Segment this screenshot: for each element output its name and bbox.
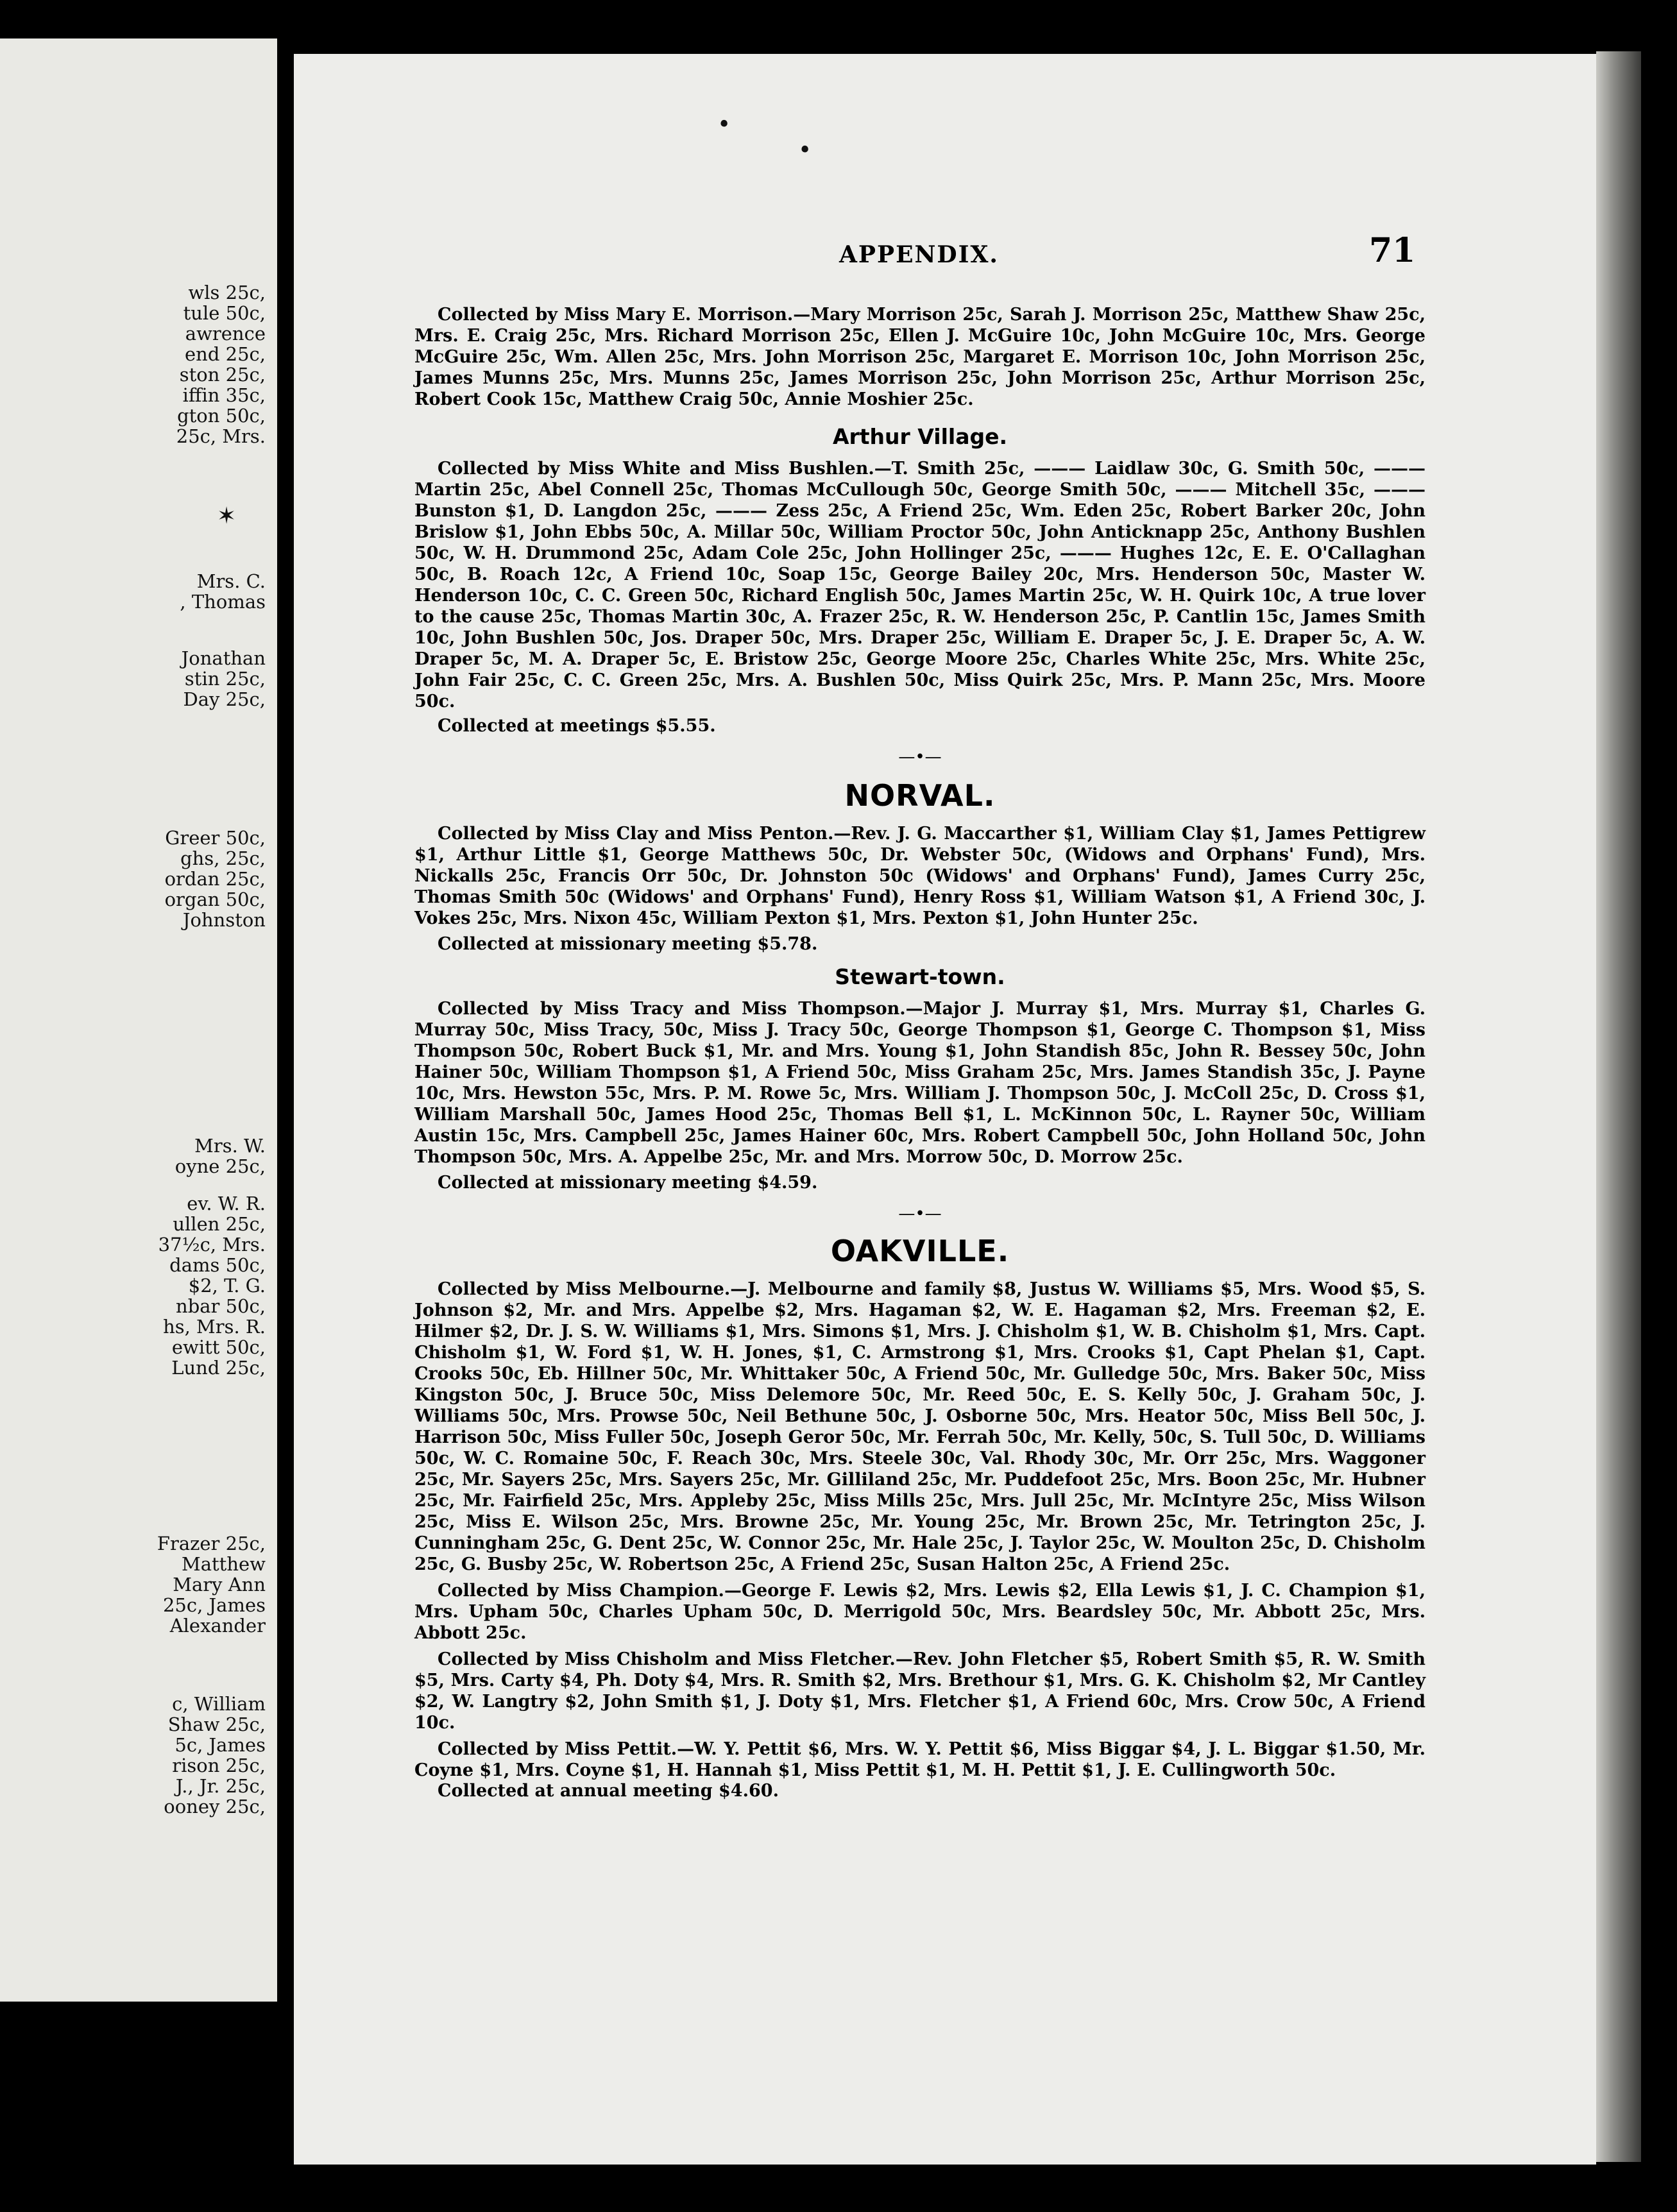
left-page-text-fragment: ordan 25c, xyxy=(164,868,266,890)
morrison-list: Collected by Miss Mary E. Morrison.—Mary Morrison 25c, Sarah J. Morrison 25c, Matthew Shaw 25c, Mrs. E. Craig 25c, Mrs. Richard Morrison 25c, Ellen J. McGuire 10c, John McGuire 10c, Mrs. George McGuire 25c, Wm. Allen 25c, Mrs. John Morrison 25c, Margaret E. Morrison 10c, John Morrison 25c, James Munns 25c, Mrs. Munns 25c, James Morrison 25c, John Morrison 25c, Arthur Morrison 25c, Robert Cook 15c, Matthew Craig 50c, Annie Moshier 25c. xyxy=(414,305,1426,409)
left-page-text-fragment: ullen 25c, xyxy=(173,1213,266,1235)
binding-mark-icon: ✶ xyxy=(217,503,237,529)
norval-list: Collected by Miss Clay and Miss Penton.—Rev. J. G. Maccarther $1, William Clay $1, James Pettigrew $1, Arthur Little $1, George Matthews 50c, Dr. Webster 50c, (Widows and Orphans' Fund), Mrs. Nickalls 25c, Francis Orr 50c, Dr. Johnston 50c (Widows' and Orphans' Fund), James Curry 25c, Thomas Smith 50c (Widows' and Orphans' Fund), Henry Ross $1, William Watson $1, A Friend 30c, J. Vokes 25c, Mrs. Nixon 45c, William Pexton $1, Mrs. Pexton $1, John Hunter 25c. xyxy=(414,824,1426,928)
left-page-text-fragment: 37½c, Mrs. xyxy=(158,1234,266,1255)
left-page-text-fragment: ghs, 25c, xyxy=(180,847,266,869)
left-page-text-fragment: Alexander xyxy=(169,1615,266,1637)
left-page-text-fragment: Matthew xyxy=(182,1553,266,1575)
left-page-text-fragment: Greer 50c, xyxy=(165,827,266,849)
page-edge xyxy=(1596,51,1641,2162)
left-page-text-fragment: Mary Ann xyxy=(173,1574,266,1595)
left-page-text-fragment: dams 50c, xyxy=(169,1254,266,1276)
arthur-meetings-total: Collected at meetings $5.55. xyxy=(438,716,716,736)
section-heading-stewart-town: Stewart-town. xyxy=(835,964,1005,989)
left-page-text-fragment: Frazer 25c, xyxy=(157,1533,266,1554)
section-heading-oakville: OAKVILLE. xyxy=(830,1234,1010,1268)
left-page-text-fragment: awrence xyxy=(185,323,266,345)
left-page-text-fragment: stin 25c, xyxy=(184,668,266,690)
left-page-text-fragment: end 25c, xyxy=(185,343,266,365)
norval-meeting-total: Collected at missionary meeting $5.78. xyxy=(438,934,818,954)
page-number: 71 xyxy=(1369,231,1416,270)
left-page-text-fragment: Jonathan xyxy=(181,647,266,669)
left-page-text-fragment: Mrs. W. xyxy=(194,1135,266,1157)
left-page-text-fragment: ewitt 50c, xyxy=(171,1336,266,1358)
left-page-text-fragment: Mrs. C. xyxy=(196,570,266,592)
left-page-text-fragment: hs, Mrs. R. xyxy=(163,1316,266,1338)
left-page-text-fragment: organ 50c, xyxy=(164,889,266,910)
section-heading-norval: NORVAL. xyxy=(844,778,996,813)
section-separator: —•— xyxy=(898,747,942,767)
left-page-text-fragment: Day 25c, xyxy=(183,688,266,710)
running-header: APPENDIX. xyxy=(839,241,999,268)
left-page-text-fragment: Shaw 25c, xyxy=(167,1714,266,1735)
section-separator: —•— xyxy=(898,1204,942,1223)
left-page-text-fragment: iffin 35c, xyxy=(182,384,266,406)
annual-meeting-total: Collected at annual meeting $4.60. xyxy=(438,1781,779,1801)
left-page-text-fragment: rison 25c, xyxy=(172,1755,266,1776)
left-page-text-fragment: ooney 25c, xyxy=(164,1796,266,1817)
section-heading-arthur: Arthur Village. xyxy=(832,424,1008,449)
left-page-text-fragment: c, William xyxy=(172,1693,266,1715)
ink-dot: • xyxy=(717,112,731,138)
melbourne-list: Collected by Miss Melbourne.—J. Melbourne and family $8, Justus W. Williams $5, Mrs. Wood $5, S. Johnson $2, Mr. and Mrs. Appelbe $2, Mrs. Hagaman $2, W. E. Hagaman $2, Mrs. Freeman $2, E. Hilmer $2, Dr. J. S. W. Williams $1, Mrs. Simons $1, Mrs. J. Chisholm $1, W. B. Chisholm $1, Mrs. Capt. Chisholm $1, W. Ford $1, W. H. Jones, $1, C. Armstrong $1, Mrs. Crooks $1, Capt Phelan $1, Capt. Crooks 50c, Eb. Hillner 50c, Mr. Whittaker 50c, A Friend 50c, Mr. Gulledge 50c, Mrs. Baker 50c, Miss Kingston 50c, J. Bruce 50c, Miss Delemore 50c, Mr. Reed 50c, E. S. Kelly 50c, J. Graham 50c, J. Williams 50c, Mrs. Prowse 50c, Neil Bethune 50c, J. Osborne 50c, Mrs. Heator 50c, Miss Bell 50c, J. Harrison 50c, Miss Fuller 50c, Joseph Geror 50c, Mr. Ferrah 50c, Mr. Kelly, 50c, S. Tull 50c, D. Williams 50c, W. C. Romaine 50c, F. Reach 30c, Mrs. Steele 30c, Val. Rhody 30c, Mr. Orr 25c, Mrs. Waggoner 25c, Mr. Sayers 25c, Mrs. Sayers 25c, Mr. Gilliland 25c, Mr. Puddefoot 25c, Mrs. Boon 25c, Mr. Hubner 25c, Mr. Fairfield 25c, Mrs. Appleby 25c, Miss Mills 25c, Mrs. Jull 25c, Mr. McIntyre 25c, Miss Wilson 25c, Miss E. Wilson 25c, Mrs. Browne 25c, Mr. Young 25c, Mr. Brown 25c, Mr. Tetrington 25c, J. Cunningham 25c, G. Dent 25c, W. Connor 25c, Mr. Hale 25c, J. Taylor 25c, W. Moulton 25c, D. Chisholm 25c, G. Busby 25c, W. Robertson 25c, A Friend 25c, Susan Halton 25c, A Friend 25c. xyxy=(414,1279,1426,1574)
stewart-town-list: Collected by Miss Tracy and Miss Thompson.—Major J. Murray $1, Mrs. Murray $1, Charles G. Murray 50c, Miss Tracy, 50c, Miss J. Tracy 50c, George Thompson $1, George C. Thompson $1, Miss Thompson 50c, Robert Buck $1, Mr. and Mrs. Young $1, John Standish 85c, John R. Bessey 50c, John Hainer 50c, William Thompson $1, A Friend 50c, Miss Graham 25c, Mrs. James Standish 35c, J. Payne 10c, Mrs. Hewston 55c, Mrs. P. M. Rowe 5c, Mrs. William J. Thompson 50c, J. McColl 25c, D. Cross $1, William Marshall 50c, James Hood 25c, Thomas Bell $1, L. McKinnon 50c, L. Rayner 50c, William Austin 15c, Mrs. Campbell 25c, James Hainer 60c, Mrs. Robert Campbell 50c, John Holland 50c, John Thompson 50c, Mrs. A. Appelbe 25c, Mr. and Mrs. Morrow 50c, D. Morrow 25c. xyxy=(414,999,1426,1167)
left-page-text-fragment: ston 25c, xyxy=(179,364,266,386)
arthur-list: Collected by Miss White and Miss Bushlen.—T. Smith 25c, ——— Laidlaw 30c, G. Smith 50c, ——— Martin 25c, Abel Connell 25c, Thomas McCullough 50c, George Smith 50c, ——— Mitchell 35c, ——— Bunston $1, D. Langdon 25c, ——— Zess 25c, A Friend 25c, Wm. Eden 25c, Robert Barker 20c, John Brislow $1, John Ebbs 50c, A. Millar 50c, William Proctor 50c, John Anticknapp 25c, Anthony Bushlen 50c, W. H. Drummond 25c, Adam Cole 25c, John Hollinger 25c, ——— Hughes 12c, E. E. O'Callaghan 50c, B. Roach 12c, A Friend 10c, Soap 15c, George Bailey 20c, Mrs. Henderson 50c, Master W. Henderson 10c, C. C. Green 50c, Richard English 50c, James Martin 25c, W. H. Quirk 10c, A true lover to the cause 25c, Thomas Martin 30c, A. Frazer 25c, R. W. Henderson 25c, P. Cantlin 15c, James Smith 10c, John Bushlen 50c, Jos. Draper 50c, Mrs. Draper 25c, William E. Draper 5c, J. E. Draper 5c, A. W. Draper 5c, M. A. Draper 5c, E. Bristow 25c, George Moore 25c, Charles White 25c, Mrs. White 25c, John Fair 25c, C. C. Green 25c, Mrs. A. Bushlen 50c, Miss Quirk 25c, Mrs. P. Mann 25c, Mrs. Moore 50c. xyxy=(414,459,1426,711)
left-page-text-fragment: nbar 50c, xyxy=(176,1295,266,1317)
ink-dot: • xyxy=(798,137,812,164)
left-page-text-fragment: Johnston xyxy=(182,909,266,931)
left-page-text-fragment: 5c, James xyxy=(175,1734,266,1756)
left-page-text-fragment: 25c, Mrs. xyxy=(176,425,266,447)
pettit-list: Collected by Miss Pettit.—W. Y. Pettit $6, Mrs. W. Y. Pettit $6, Miss Biggar $4, J. L. Biggar $1.50, Mr. Coyne $1, Mrs. Coyne $1, H. Hannah $1, Miss Pettit $1, M. H. Pettit $1, J. E. Cullingworth 50c. xyxy=(414,1739,1426,1780)
left-page-text-fragment: ev. W. R. xyxy=(187,1193,266,1214)
left-page-text-fragment: J., Jr. 25c, xyxy=(175,1775,266,1797)
left-page-text-fragment: wls 25c, xyxy=(188,282,266,303)
left-page-fragment xyxy=(0,38,277,2002)
champion-list: Collected by Miss Champion.—George F. Lewis $2, Mrs. Lewis $2, Ella Lewis $1, J. C. Champion $1, Mrs. Upham 50c, Charles Upham 50c, D. Merrigold 50c, Mrs. Beardsley 50c, Mr. Abbott 25c, Mrs. Abbott 25c. xyxy=(414,1581,1426,1643)
left-page-text-fragment: Lund 25c, xyxy=(171,1357,266,1379)
left-page-text-fragment: oyne 25c, xyxy=(175,1155,266,1177)
fletcher-list: Collected by Miss Chisholm and Miss Fletcher.—Rev. John Fletcher $5, Robert Smith $5, R. W. Smith $5, Mrs. Carty $4, Ph. Doty $4, Mrs. R. Smith $2, Mrs. Brethour $1, Mrs. G. K. Chisholm $2, Mr Cantley $2, W. Langtry $2, John Smith $1, J. Doty $1, Mrs. Fletcher $1, A Friend 60c, Mrs. Crow 50c, A Friend 10c. xyxy=(414,1649,1426,1733)
left-page-text-fragment: 25c, James xyxy=(162,1594,266,1616)
page-body xyxy=(414,304,1426,1801)
left-page-text-fragment: $2, T. G. xyxy=(188,1275,266,1297)
left-page-text-fragment: gton 50c, xyxy=(177,405,266,427)
left-page-text-fragment: , Thomas xyxy=(180,591,266,613)
left-page-text-fragment: tule 50c, xyxy=(183,302,266,324)
stewart-town-meeting-total: Collected at missionary meeting $4.59. xyxy=(438,1173,818,1193)
